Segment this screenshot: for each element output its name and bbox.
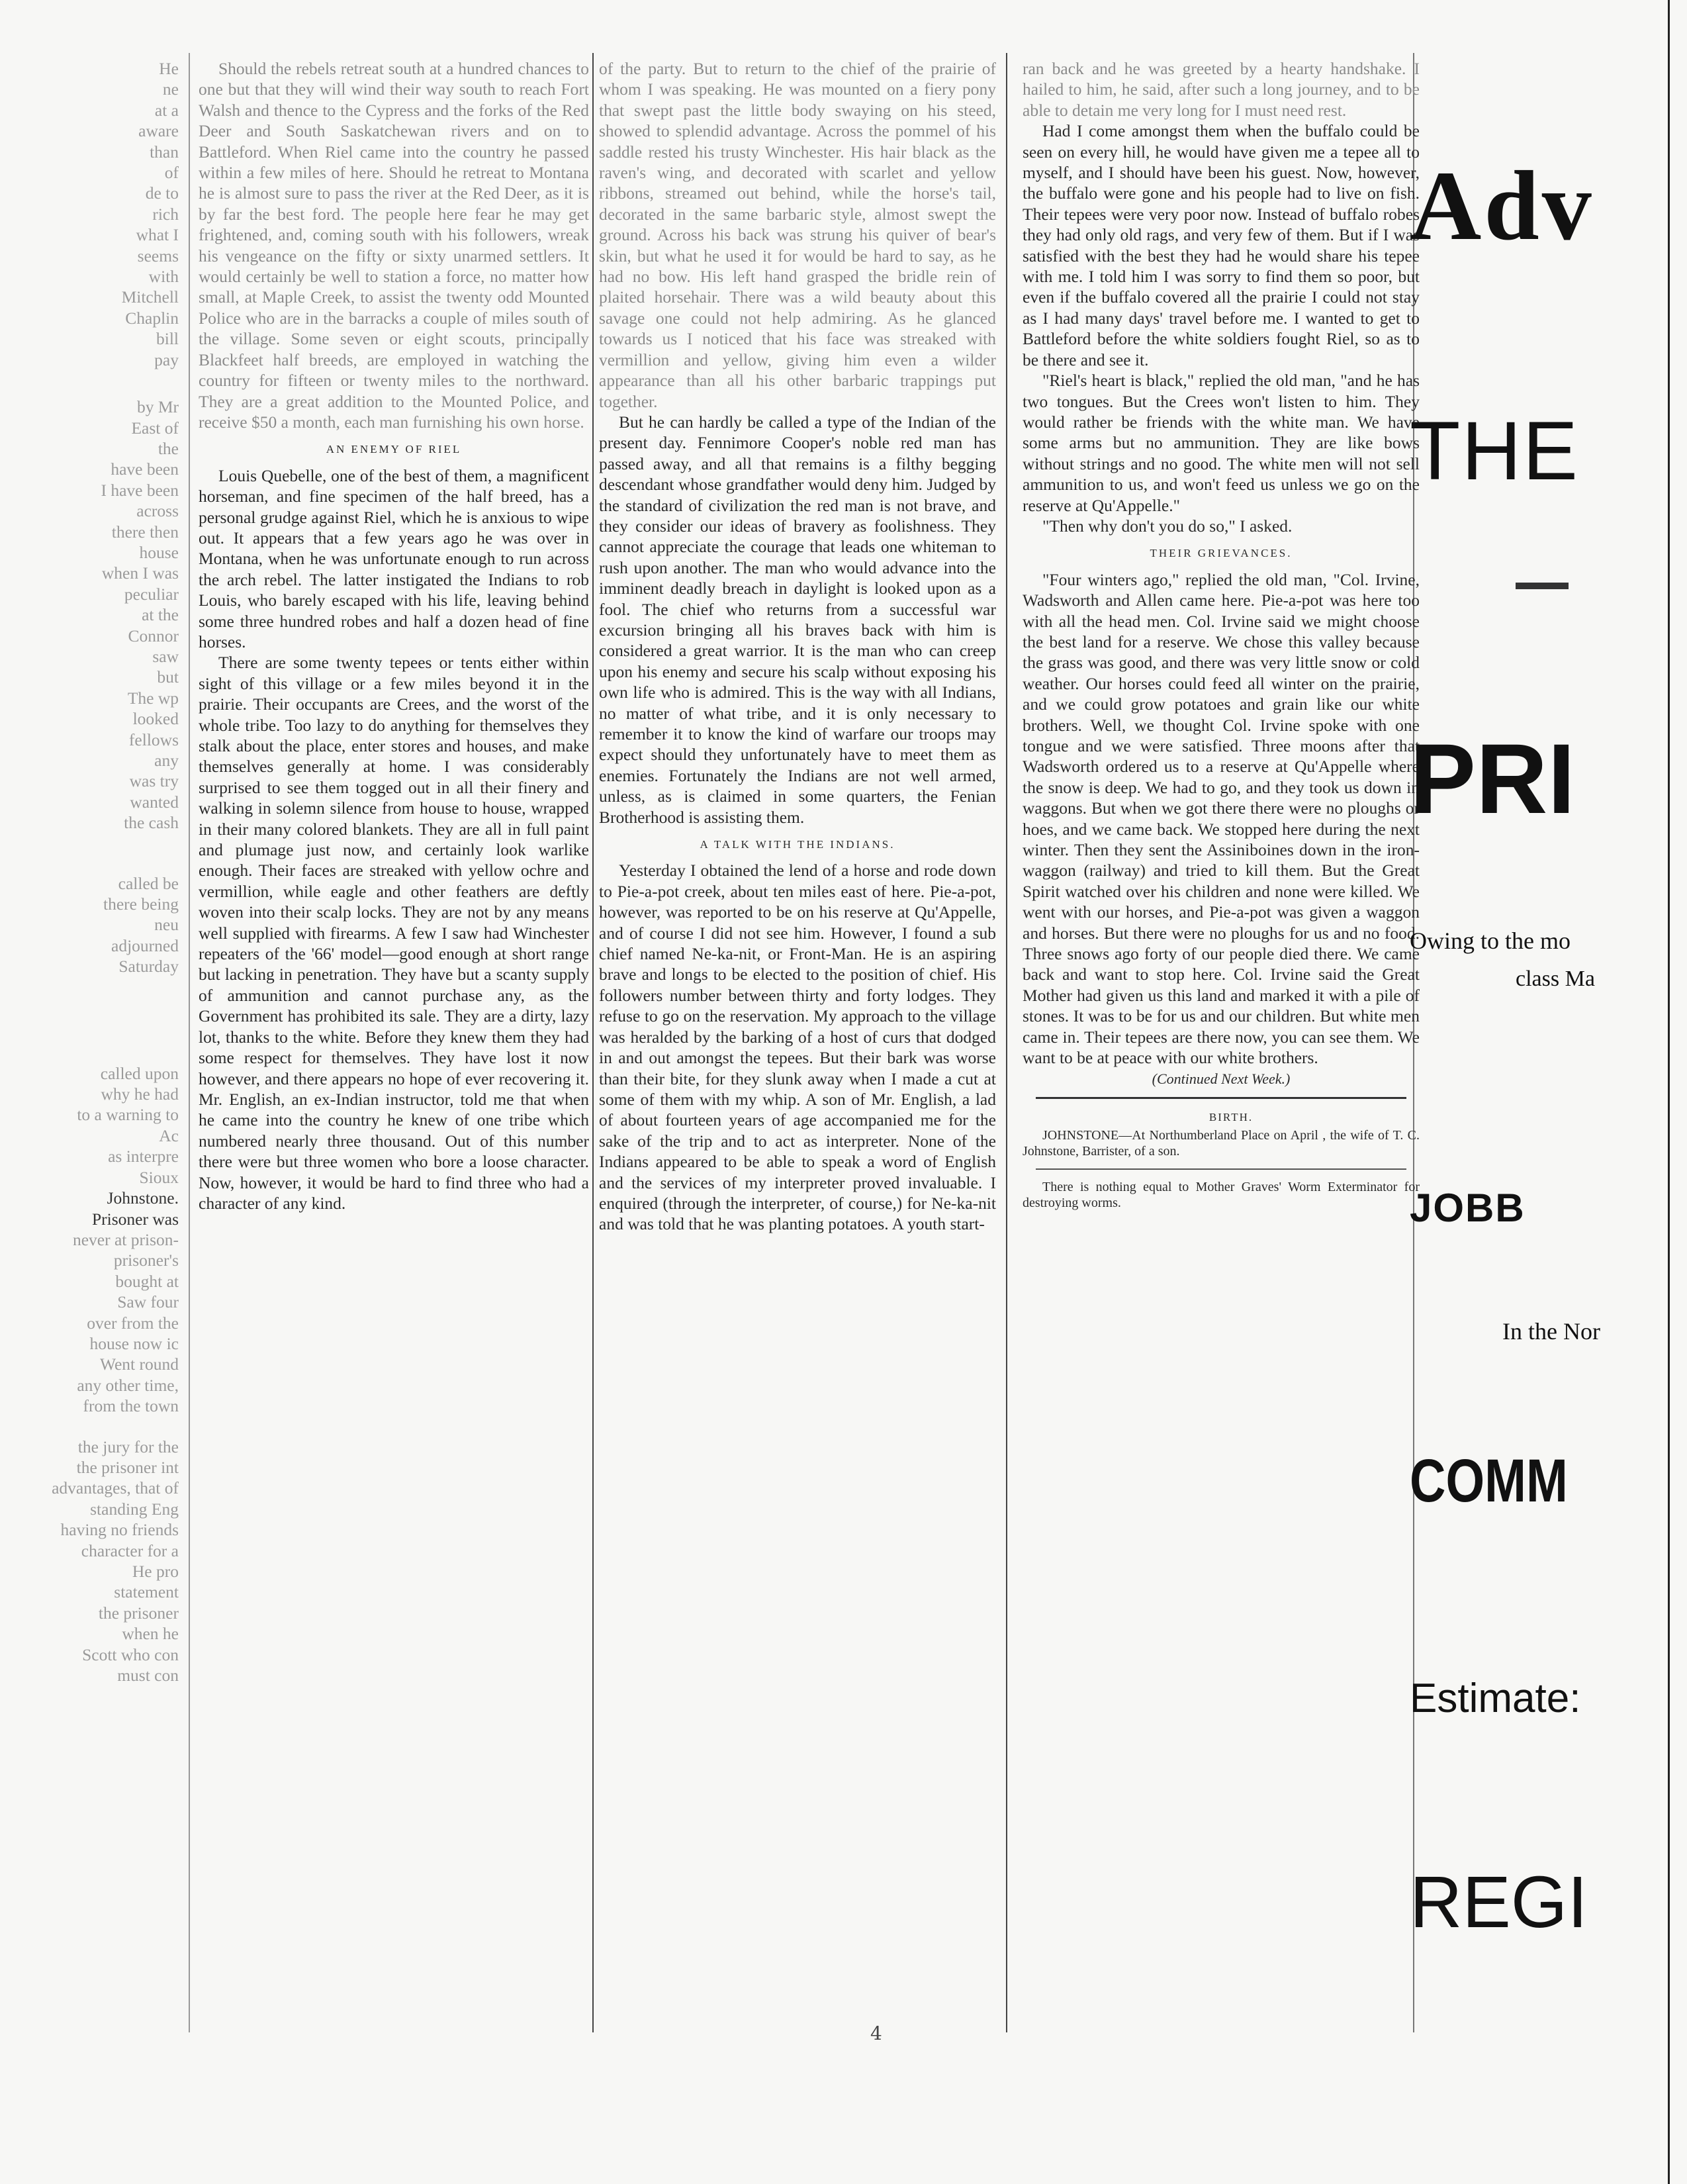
fragment-line: Chaplin — [125, 308, 179, 328]
birth-heading: BIRTH. — [1208, 1110, 1254, 1123]
fragment-line: The wp — [127, 688, 179, 708]
ad-owing-line: Owing to the mo — [1410, 927, 1571, 954]
fragment-line: East of — [131, 418, 179, 438]
article-paragraph: Louis Quebelle, one of the best of them, a magnificent horseman, and fine specimen of the half breed, has a personal grudge against Riel, which he is anxious to wipe out. It appears that a few years ago he was over in Montana, when he was unfortunate enough to run across the arch rebel. The latter instigated the Indians to rob Louis, who barely escaped with his life, leaving behind some three hundred robes and half a dozen head of fine horses. — [199, 465, 589, 651]
fragment-line: than — [150, 142, 179, 162]
fragment-line: pay — [154, 350, 179, 369]
article-column-3 — [1023, 58, 1420, 1211]
fragment-line: never at prison- — [72, 1229, 179, 1249]
column-rule — [592, 53, 594, 2032]
ad-comm: COMM — [1410, 1447, 1568, 1515]
fragment-line: there then — [111, 522, 179, 542]
fragment-line: bill — [156, 329, 179, 349]
divider — [1036, 1097, 1406, 1099]
fragment-line: prisoner's — [113, 1251, 179, 1270]
fragment-line: the cash — [124, 813, 179, 833]
ad-headline-the: THE — [1410, 405, 1579, 497]
fragment-line: character for a — [81, 1541, 179, 1560]
ad-border-right — [1668, 0, 1670, 2184]
fragment-line: seems — [137, 246, 179, 265]
continued-note: (Continued Next Week.) — [1152, 1070, 1291, 1087]
fragment-line: Sioux — [139, 1167, 179, 1187]
fragment-line: adjourned — [111, 935, 179, 955]
fragment-line: Went round — [99, 1354, 179, 1374]
fragment-line: with — [148, 267, 179, 287]
section-heading: AN ENEMY OF RIEL — [326, 443, 462, 456]
fragment-line: peculiar — [124, 584, 179, 604]
fragment-line: to a warning to — [77, 1105, 179, 1125]
fragment-line: fellows — [128, 730, 179, 749]
fragment-line: any other time, — [77, 1375, 179, 1395]
fragment-line: there being — [103, 894, 179, 914]
worm-notice: There is nothing equal to Mother Graves' Worm Exterminator for destroying worms. — [1023, 1180, 1420, 1211]
fragment-line: must con — [117, 1666, 179, 1685]
column-rule — [1006, 53, 1007, 2032]
ad-inthe-line: In the Nor — [1502, 1318, 1600, 1345]
article-paragraph: "Riel's heart is black," replied the old man, "and he has two tongues. But the Crees won't listen to him. They would rather be friends with the white man. We have some arms but no ammunition. They are like bows without strings and no good. The white men will not sell ammunition to us, and won't feed us unless we go on the reserve at Qu'Appelle." — [1023, 371, 1420, 515]
fragment-line: the prisoner int — [76, 1457, 179, 1477]
fragment-line: Ac — [159, 1125, 179, 1145]
fragment-line: called be — [118, 873, 179, 893]
fragment-line: across — [136, 501, 179, 521]
fragment-line: saw — [152, 646, 179, 666]
fragment-line: what I — [136, 225, 179, 245]
fragment-line: Mitchell — [121, 287, 179, 307]
fragment-line: at the — [142, 605, 179, 625]
fragment-line: statement — [114, 1582, 179, 1602]
fragment-line: bought at — [115, 1271, 179, 1291]
article-paragraph: of the party. But to return to the chief of the prairie of whom I was speaking. He was mounted on a fiery pony that swept past the little body swaying on his steed, showed to splendid advantage. Across the pommel of his saddle rested his trusty Winchester. His hair black as the raven's wing, and decorated with scarlet and yellow ribbons, streamed out behind, while the horse's tail, decorated in the same barbaric style, almost swept the ground. Across his back was strung his quiver of bear's skin, but what he used it for would be hard to say, as he had no bow. His left hand grasped the bridle rein of plaited horsehair. There was a wild beauty about this savage one could not help admiring. As he glanced towards us I noticed that his face was streaked with vermillion and yellow, giving him even a wilder appearance than all his other barbaric trappings put together. — [599, 59, 996, 411]
fragment-line: by Mr — [136, 397, 179, 417]
ad-headline-adv: Adv — [1410, 151, 1594, 261]
fragment-line: having no friends — [60, 1520, 179, 1540]
column-rule — [189, 53, 190, 2032]
fragment-line: over from the — [87, 1313, 179, 1333]
ad-headline-pri: PRI — [1410, 723, 1576, 834]
fragment-line: Connor — [128, 626, 179, 645]
article-paragraph: But he can hardly be called a type of the Indian of the present day. Fennimore Cooper's noble red man has passed away, and all that remains is a filthy begging descendant whose grandfather would deny him. Judged by the standard of civilization the red man is not brave, and they consider our ideas of bravery as foolishness. They cannot appreciate the courage that leads one whiteman to rush upon another. The man who would advance into the imminent deadly breach in daylight is looked upon as a fool. The chief who returns from a successful war excursion bringing all his braves back with him is considered a great warrior. It is the man who can creep upon his enemy and secure his scalp without exposing his own life who is admired. This is the way with all Indians, no matter of what tribe, and it is only necessary to remember it to know the kind of warfare our troops may expect should they unfortunately have to meet them as enemies. Fortunately the Indians are not well armed, unless, as is claimed in some quarters, the Fenian Brotherhood is assisting them. — [599, 412, 996, 827]
fragment-line: advantages, that of — [52, 1478, 179, 1498]
ad-estimate: Estimate: — [1410, 1676, 1581, 1721]
article-column-2 — [599, 58, 996, 1235]
fragment-line: He pro — [132, 1562, 179, 1581]
fragment-line: standing Eng — [90, 1499, 179, 1519]
fragment-line: Scott who con — [82, 1644, 179, 1664]
fragment-line: ne — [162, 79, 179, 99]
fragment-line: called upon — [100, 1063, 179, 1083]
fragment-line: house — [139, 542, 179, 562]
article-column-1 — [199, 58, 589, 1213]
left-cut-column — [40, 58, 179, 1685]
fragment-line: Prisoner was — [91, 1209, 179, 1229]
birth-notice: JOHNSTONE—At Northumberland Place on April , the wife of T. C. Johnstone, Barrister, of a son. — [1023, 1128, 1420, 1159]
fragment-line: He — [159, 59, 179, 78]
article-paragraph: Should the rebels retreat south at a hundred chances to one but that they will wind their way south to reach Fort Walsh and thence to the Cypress and the forks of the Red Deer and South Saskatchewan rivers and on to Battleford. When Riel came into the country he passed within a few miles of here. Should he retreat to Montana he is almost sure to pass the river at the Red Deer, as it is by far the best ford. The people here fear he may get frightened, and, coming south with his followers, wreak his vengeance on the fifty or sixty unarmed settlers. It would certainly be well to station a force, no matter how small, at Maple Creek, to assist the twenty odd Mounted Police who are in the barracks a couple of miles south of the village. Some seven or eight scouts, principally Blackfeet half breeds, are employed in watching the country for fifteen or twenty miles to the northward. They are a great addition to the Mounted Police, and receive $50 a month, each man furnishing his own horse. — [199, 59, 589, 432]
ad-reg: REGI — [1410, 1862, 1588, 1943]
page-number: 4 — [870, 2022, 882, 2044]
ad-jobb: JOBB — [1410, 1186, 1526, 1230]
fragment-line: de to — [145, 183, 179, 203]
fragment-line: rich — [152, 204, 179, 224]
article-paragraph: Had I come amongst them when the buffalo could be seen on every hill, he would have given me a tepee all to myself, and I should have been his guest. Now, however, the buffalo were gone and his people had to live on fish. Their tepees were very poor now. Instead of buffalo robes they had only old rags, and very few of them. But if I was satisfied with the best they had he would share his tepee with me. I told him I was sorry to find them so poor, but even if the buffalo covered all the prairie I could not stay as I had many days' travel before me. I wanted to get to Battleford before the white soldiers fought Riel, so as to be there and see it. — [1023, 121, 1420, 369]
fragment-line: as interpre — [108, 1147, 179, 1166]
fragment-line: when I was — [101, 563, 179, 583]
fragment-line: the jury for the — [77, 1437, 179, 1456]
fragment-line: Saw four — [117, 1292, 179, 1312]
fragment-line: why he had — [101, 1084, 179, 1104]
fragment-line: at a — [154, 100, 179, 120]
article-paragraph: ran back and he was greeted by a hearty handshake. I hailed to him, he said, after such a long journey, and to be able to detain me very long for I must need rest. — [1023, 59, 1420, 120]
ad-decorative-bar — [1516, 583, 1569, 589]
article-paragraph: Yesterday I obtained the lend of a horse and rode down to Pie-a-pot creek, about ten miles east of here. Pie-a-pot, however, was reported to be on his reserve at Qu'Appelle, and of course I did not see him. However, I found a sub chief named Ne-ka-nit, or Front-Man. He is an aspiring brave and longs to be elected to the position of chief. His followers number between thirty and forty lodges. They refuse to go on the reservation. My approach to the village was heralded by the barking of a host of curs that dodged in and out amongst the tepees. But their bark was worse than their bite, for they slunk away when I made a cut at some of them with my whip. A son of Mr. English, a lad of about fourteen years of age accompanied me for the sake of the trip and to act as interpreter. None of the Indians appeared to be able to speak a word of English and the services of my interpreter proved invaluable. I enquired (through the interpreter, of course,) for Ne-ka-nit and was told that he was planting potatoes. A youth start- — [599, 861, 996, 1234]
divider — [1036, 1168, 1406, 1170]
fragment-line: aware — [138, 121, 179, 141]
fragment-line: when he — [122, 1624, 179, 1644]
ad-class-line: class Ma — [1516, 967, 1595, 991]
fragment-line: the — [158, 438, 179, 458]
article-paragraph: "Four winters ago," replied the old man, "Col. Irvine, Wadsworth and Allen came here. Pie-a-pot was here too with all the head men. Col. Irvine said we might choose the best land for a reserve. We chose this valley because the grass was good, and there was very little snow or cold weather. Our horses could feed all winter on the prairie, and we could grow potatoes and grain like our white brothers. Well, we thought Col. Irvine spoke with one tongue and we were satisfied. Three moons after that Wadsworth ordered us to a reserve at Qu'Appelle where the snow is deep. We had to go, and they took us down in waggons. But when we got there there were no ploughs or hoes, and we came back. We stopped here during the next winter. Then they sent the Assiniboines down in the iron-waggon (railway) and tried to kill them. But the Great Spirit watched over his children and none were killed. We went with our horses, and Pie-a-pot was given a waggon and horses. But there were no ploughs for us and no food. Three snows ago forty of our people died there. We came back and want to stop here. Col. Irvine said the Great Mother had given us this land and marked it with a pile of stones. It was to be for us and our children. But white men came in. Their tepees are there now, you can see them. We want to be at peace with our white brothers. — [1023, 569, 1420, 1068]
fragment-line: house now ic — [89, 1333, 179, 1353]
fragment-line: Saturday — [118, 957, 179, 976]
fragment-line: of — [164, 163, 179, 183]
fragment-line: I have been — [101, 480, 179, 500]
section-heading: THEIR GRIEVANCES. — [1150, 547, 1293, 560]
fragment-line: from the town — [83, 1396, 179, 1416]
fragment-line: Johnstone. — [107, 1188, 179, 1208]
fragment-line: have been — [111, 459, 179, 479]
fragment-line: was try — [129, 771, 179, 791]
fragment-line: but — [157, 667, 179, 687]
article-paragraph: "Then why don't you do so," I asked. — [1042, 516, 1293, 536]
article-paragraph: There are some twenty tepees or tents either within sight of this village or a few miles beyond it in the prairie. Their occupants are Crees, and the worst of the whole tribe. Too lazy to do anything for themselves they stalk about the place, enter stores and houses, and make themselves generally at home. I was considerably surprised to see them togged out in all their finery and walking in solemn silence from house to house, wrapped in their many colored blankets. They are all in full paint and plumage just now, and certainly look warlike enough. Their faces are streaked with yellow ochre and vermillion, while eagle and other feathers are deftly woven into their scalp locks. They are not by any means well supplied with firearms. A few I saw had Winchester repeaters of the '66' model—good enough at short range but lacking in penetration. They have but a scanty supply of ammunition and cannot purchase any, as the Government has prohibited its sale. They are a dirty, lazy lot, thanks to the white. Before they knew them they had some respect for themselves. They have lost it now however, and there appears no hope of ever recovering it. Mr. English, an ex-Indian instructor, told me that when he came into the country he knew of one tribe which numbered nearly three thousand. Out of this number there were but three women who bore a loose character. Now, however, it would be hard to find three who had a character of any kind. — [199, 653, 589, 1213]
fragment-line: the prisoner — [98, 1603, 179, 1623]
section-heading: A TALK WITH THE INDIANS. — [700, 838, 895, 851]
fragment-line: any — [154, 751, 179, 770]
fragment-line: looked — [132, 709, 179, 729]
fragment-line: neu — [154, 915, 179, 935]
fragment-line: wanted — [130, 792, 179, 812]
